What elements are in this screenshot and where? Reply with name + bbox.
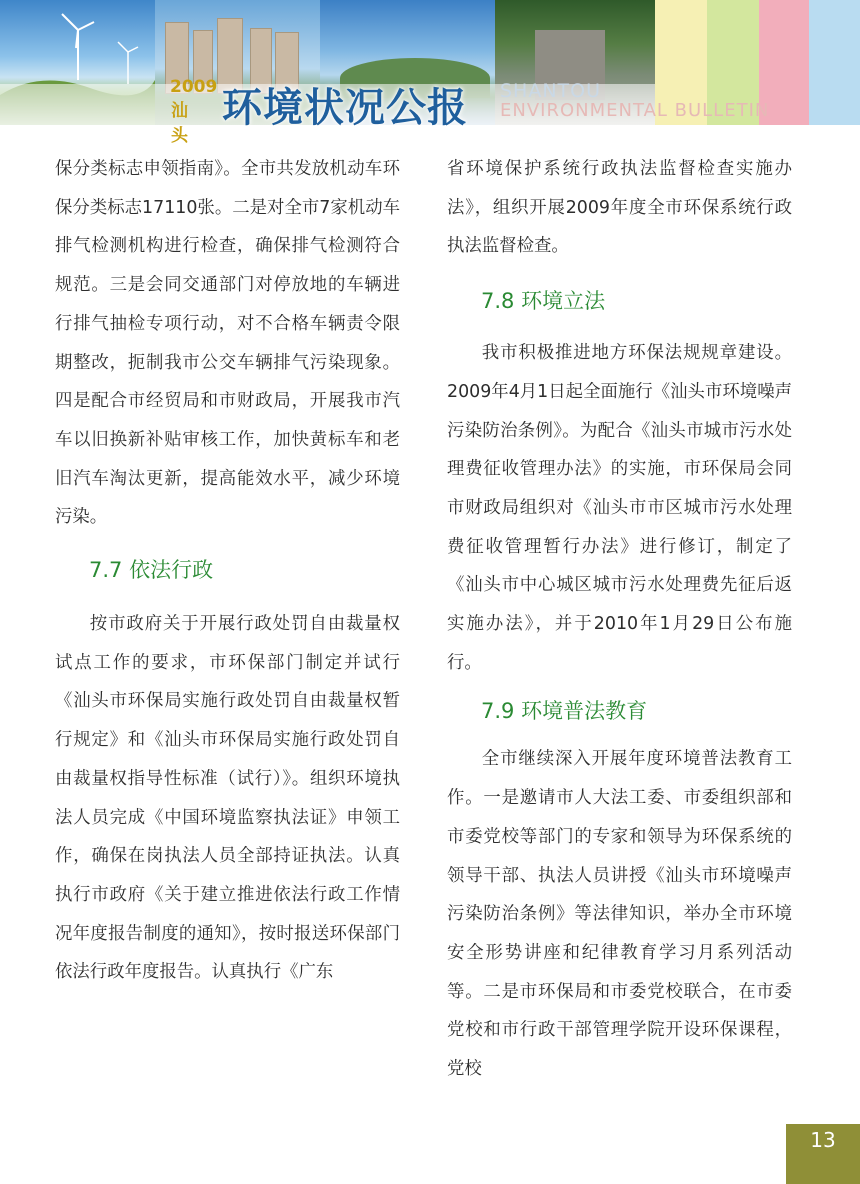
section-heading-7-8: 7.8 环境立法 [481, 289, 606, 314]
bulletin-english-title: ENVIRONMENTAL BULLETIN [500, 100, 770, 121]
paragraph-legal-education: 全市继续深入开展年度环境普法教育工作。一是邀请市人大法工委、市委组织部和市委党校等部门的专家和领导为环保系统的领导干部、执法人员讲授《汕头市环境噪声污染防治条例》等法律知识，举办全市环境安全形势讲座和纪律教育学习月系列活动等。二是市环保局和市委党校联合，在市委党校和市行政干部管理学院开设环保课程，党校 [447, 749, 792, 1080]
bulletin-english-city: SHANTOU [500, 80, 602, 102]
paragraph-lawful-administration: 按市政府关于开展行政处罚自由裁量权试点工作的要求，市环保部门制定并试行《汕头市环保局实施行政处罚自由裁量权暂行规定》和《汕头市环保局实施行政处罚自由裁量权指导性标准（试行）》。组织环境执法人员完成《中国环境监察执法证》申领工作，确保在岗执法人员全部持证执法。认真执行市政府《关于建立推进依法行政工作情况年度报告制度的通知》，按时报送环保部门依法行政年度报告。认真执行《广东 [55, 614, 400, 983]
paragraph-vehicle-control-cont: 保分类标志申领指南》。全市共发放机动车环保分类标志17110张。二是对全市7家机动车排气检测机构进行检查，确保排气检测符合规范。三是会同交通部门对停放地的车辆进行排气抽检专项行动，对不合格车辆责令限期整改，扼制我市公交车辆排气污染现象。四是配合市经贸局和市财政局，开展我市汽车以旧换新补贴审核工作，加快黄标车和老旧汽车淘汰更新，提高能效水平，减少环境污染。 [55, 159, 400, 528]
bulletin-city: 汕头 [171, 101, 188, 146]
header-banner [0, 0, 860, 146]
bulletin-year: 2009 [170, 77, 218, 97]
bulletin-title: 环境状况公报 [222, 85, 468, 131]
section-heading-7-7: 7.7 依法行政 [89, 558, 214, 583]
section-heading-7-9: 7.9 环境普法教育 [481, 699, 648, 724]
left-column [55, 150, 400, 992]
paragraph-environmental-legislation: 我市积极推进地方环保法规规章建设。2009年4月1日起全面施行《汕头市环境噪声污染防治条例》。为配合《汕头市城市污水处理费征收管理办法》的实施，市环保局会同市财政局组织对《汕头市市区城市污水处理费征收管理暂行办法》进行修订，制定了《汕头市中心城区城市污水处理费先征后返实施办法》，并于2010年1月29日公布施行。 [447, 343, 792, 673]
paragraph-supervision-cont: 省环境保护系统行政执法监督检查实施办法》，组织开展2009年度全市环保系统行政执法监督检查。 [447, 159, 792, 257]
page-number: 13 [786, 1124, 860, 1184]
right-column [447, 150, 792, 1089]
banner-stripe-blue [809, 0, 860, 125]
